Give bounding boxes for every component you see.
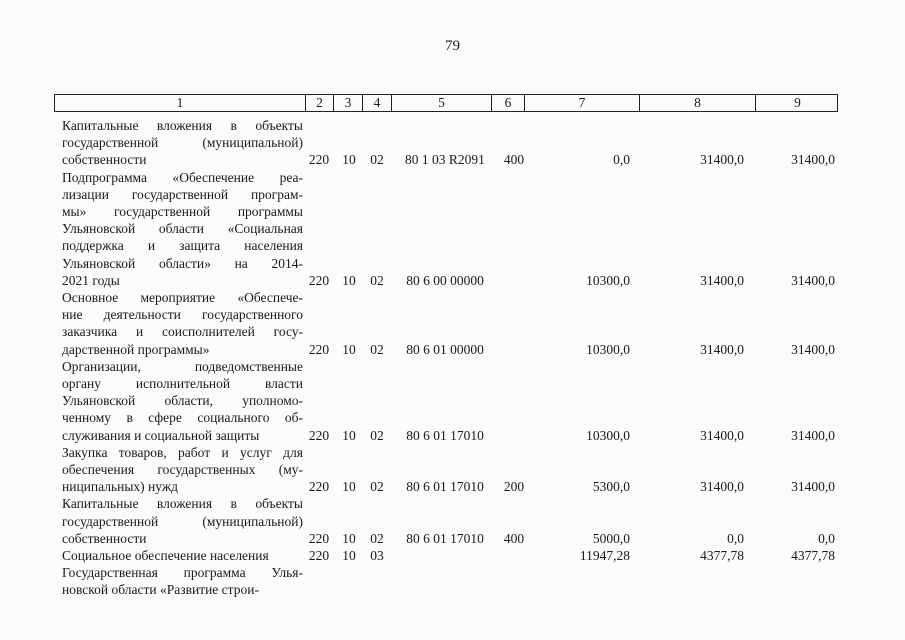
cell-c8: 31400,0 bbox=[700, 479, 744, 495]
cell-c7: 10300,0 bbox=[586, 427, 630, 443]
row-name-line: государственной (муниципальной) bbox=[62, 135, 303, 151]
cell-c3: 10 bbox=[342, 479, 356, 495]
table-row bbox=[54, 117, 838, 169]
table-row bbox=[54, 564, 838, 598]
cell-c8: 0,0 bbox=[727, 530, 744, 546]
cell-c5: 80 6 01 17010 bbox=[406, 530, 484, 546]
cell-c6: 400 bbox=[503, 152, 525, 168]
row-name bbox=[54, 117, 303, 169]
cell-c7: 10300,0 bbox=[586, 341, 630, 357]
cell-c4: 02 bbox=[370, 341, 384, 357]
budget-table bbox=[54, 94, 838, 599]
cell-c6: 400 bbox=[503, 530, 525, 546]
cell-c7: 11947,28 bbox=[579, 548, 630, 564]
cell-c3: 10 bbox=[342, 341, 356, 357]
table-row bbox=[54, 169, 838, 289]
row-name-line: Закупка товаров, работ и услуг для bbox=[62, 444, 303, 460]
cell-c9: 31400,0 bbox=[791, 272, 835, 288]
row-name-line: заказчика и соисполнителей госу- bbox=[62, 324, 303, 340]
cell-c4: 02 bbox=[370, 530, 384, 546]
row-name-line: обеспечения государственных (му- bbox=[62, 462, 303, 478]
row-name-line: Основное мероприятие «Обеспече- bbox=[62, 290, 303, 306]
cell-c4: 03 bbox=[370, 548, 384, 564]
table-row bbox=[54, 547, 838, 564]
cell-c7: 0,0 bbox=[613, 152, 630, 168]
cell-c8: 31400,0 bbox=[700, 427, 744, 443]
cell-c2: 220 bbox=[308, 152, 330, 168]
row-name bbox=[54, 547, 303, 564]
table-row bbox=[54, 495, 838, 547]
row-name-line: поддержка и защита населения bbox=[62, 238, 303, 254]
header-col-9: 9 bbox=[755, 95, 839, 111]
cell-c8: 31400,0 bbox=[700, 152, 744, 168]
cell-c5: 80 6 01 17010 bbox=[406, 427, 484, 443]
row-name-line: Капитальные вложения в объекты bbox=[62, 496, 303, 512]
table-row bbox=[54, 358, 838, 444]
row-name-line: собственности bbox=[62, 152, 147, 168]
row-name-line: органу исполнительной власти bbox=[62, 376, 303, 392]
row-name-line: служивания и социальной защиты bbox=[62, 427, 260, 443]
row-name bbox=[54, 169, 303, 289]
row-name-line: Капитальные вложения в объекты bbox=[62, 118, 303, 133]
row-name-line: новской области «Развитие строи- bbox=[62, 582, 259, 598]
table-body bbox=[54, 112, 838, 599]
cell-c5: 80 6 01 17010 bbox=[406, 479, 484, 495]
row-name-line: Ульяновской области, уполномо- bbox=[62, 393, 303, 409]
cell-c7: 5000,0 bbox=[592, 530, 630, 546]
cell-c8: 31400,0 bbox=[700, 341, 744, 357]
cell-c5: 80 6 01 00000 bbox=[406, 341, 484, 357]
cell-c3: 10 bbox=[342, 152, 356, 168]
cell-c9: 31400,0 bbox=[791, 427, 835, 443]
header-col-3: 3 bbox=[333, 95, 362, 111]
page-number: 79 bbox=[445, 38, 460, 54]
cell-c2: 220 bbox=[308, 479, 330, 495]
cell-c8: 4377,78 bbox=[700, 548, 744, 564]
row-name bbox=[54, 358, 303, 444]
cell-c4: 02 bbox=[370, 152, 384, 168]
cell-c9: 31400,0 bbox=[791, 479, 835, 495]
cell-c3: 10 bbox=[342, 530, 356, 546]
row-name-line: ниципальных) нужд bbox=[62, 479, 179, 495]
row-name bbox=[54, 444, 303, 496]
row-name-line: Социальное обеспечение населения bbox=[62, 548, 269, 564]
row-name-line: собственности bbox=[62, 530, 147, 546]
cell-c2: 220 bbox=[308, 341, 330, 357]
cell-c3: 10 bbox=[342, 272, 356, 288]
row-name-line: ченному в сфере социального об- bbox=[62, 410, 303, 426]
header-col-6: 6 bbox=[491, 95, 524, 111]
row-name-line: Ульяновской области «Социальная bbox=[62, 221, 303, 237]
cell-c8: 31400,0 bbox=[700, 272, 744, 288]
row-name-line: Подпрограмма «Обеспечение реа- bbox=[62, 169, 303, 185]
cell-c5: 80 6 00 00000 bbox=[406, 272, 484, 288]
row-name-line: Ульяновской области» на 2014- bbox=[62, 255, 303, 271]
cell-c9: 31400,0 bbox=[791, 341, 835, 357]
row-name bbox=[54, 564, 303, 598]
header-col-5: 5 bbox=[391, 95, 491, 111]
cell-c3: 10 bbox=[342, 427, 356, 443]
cell-c4: 02 bbox=[370, 479, 384, 495]
cell-c9: 4377,78 bbox=[791, 548, 835, 564]
row-name-line: дарственной программы» bbox=[62, 341, 210, 357]
row-name-line: Государственная программа Улья- bbox=[62, 565, 303, 581]
row-name-line: ние деятельности государственного bbox=[62, 307, 303, 323]
header-col-8: 8 bbox=[639, 95, 755, 111]
row-name-line: лизации государственной програм- bbox=[62, 186, 303, 202]
cell-c3: 10 bbox=[342, 548, 356, 564]
header-col-1: 1 bbox=[176, 95, 184, 110]
cell-c9: 0,0 bbox=[818, 530, 835, 546]
cell-c6: 200 bbox=[503, 479, 525, 495]
row-name-line: мы» государственной программы bbox=[62, 204, 303, 220]
row-name-line: государственной (муниципальной) bbox=[62, 513, 303, 529]
header-col-4: 4 bbox=[362, 95, 391, 111]
cell-c2: 220 bbox=[308, 530, 330, 546]
cell-c7: 10300,0 bbox=[586, 272, 630, 288]
row-name bbox=[54, 495, 303, 547]
row-name bbox=[54, 289, 303, 358]
cell-c4: 02 bbox=[370, 272, 384, 288]
header-col-7: 7 bbox=[524, 95, 639, 111]
cell-c9: 31400,0 bbox=[791, 152, 835, 168]
cell-c2: 220 bbox=[308, 272, 330, 288]
row-name-line: 2021 годы bbox=[62, 272, 120, 288]
table-row bbox=[54, 444, 838, 496]
table-header-row bbox=[54, 94, 838, 112]
cell-c4: 02 bbox=[370, 427, 384, 443]
cell-c7: 5300,0 bbox=[592, 479, 630, 495]
cell-c5: 80 1 03 R2091 bbox=[405, 152, 485, 168]
cell-c2: 220 bbox=[308, 427, 330, 443]
table-row bbox=[54, 289, 838, 358]
cell-c2: 220 bbox=[308, 548, 330, 564]
row-name-line: Организации, подведомственные bbox=[62, 358, 303, 374]
header-col-2: 2 bbox=[305, 95, 333, 111]
